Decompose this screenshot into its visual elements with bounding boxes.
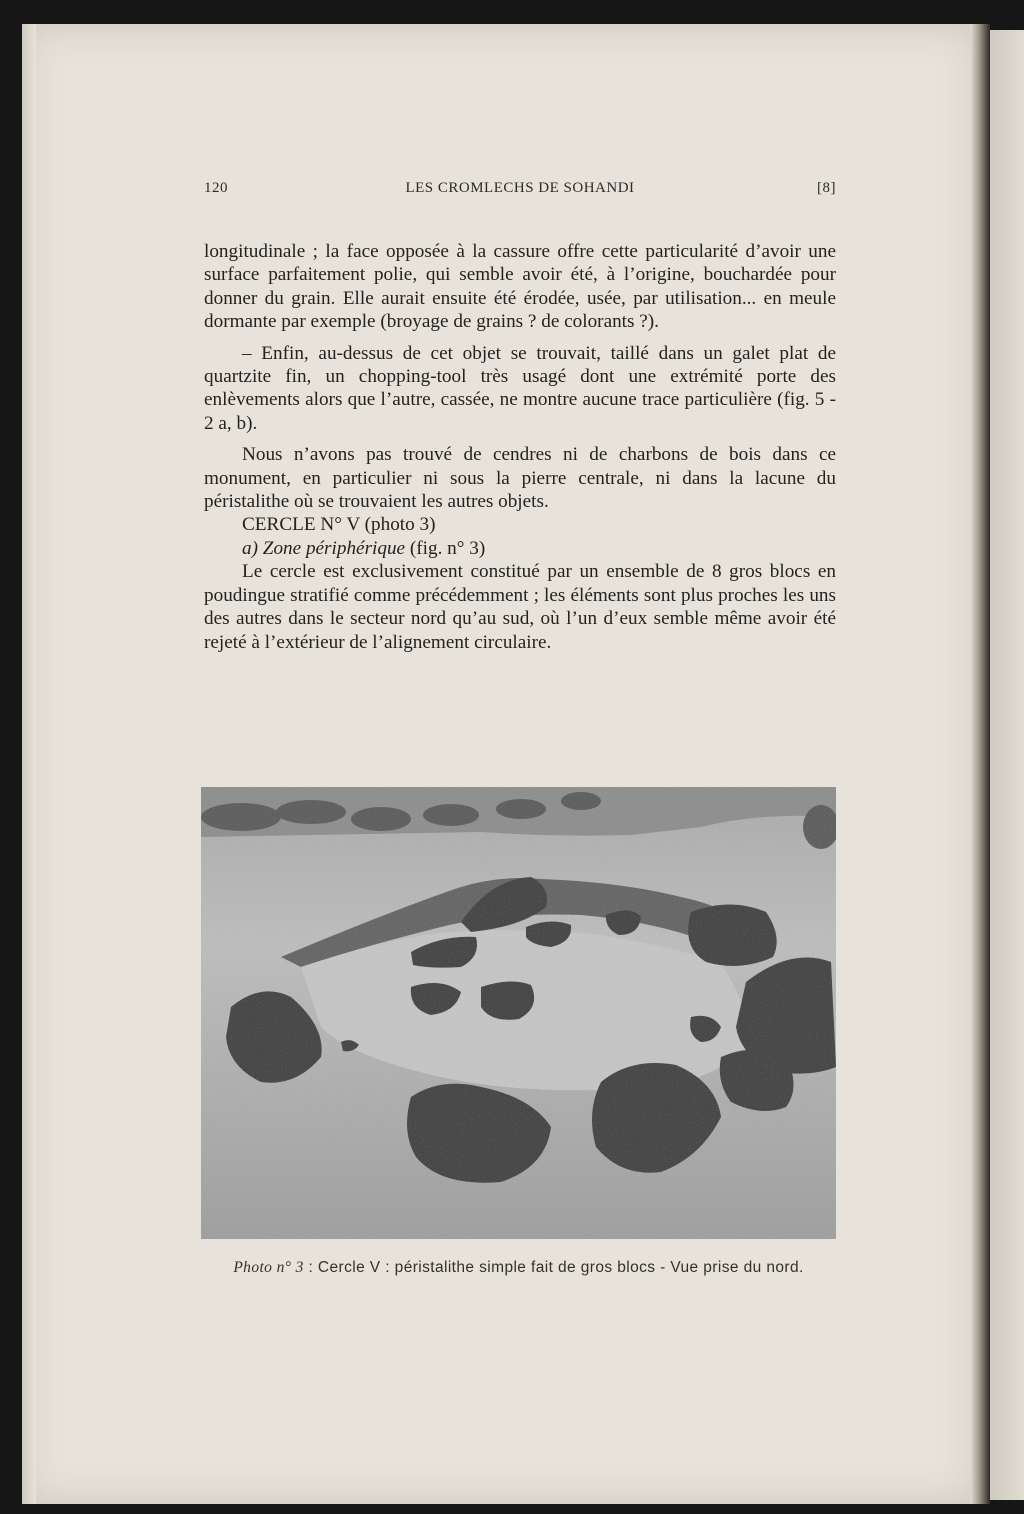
body-text xyxy=(204,240,836,654)
page-left-edge xyxy=(22,24,36,1504)
next-page-edge xyxy=(990,30,1024,1500)
paragraph-2: – Enfin, au-dessus de cet objet se trouvait, taillé dans un galet plat de quartzite fin, un chopping-tool très usagé dont une extrémité porte des enlèvements alors que l’autre, cassée, ne montre aucune trace particulière (fig. 5 - 2 a, b). xyxy=(204,342,836,434)
paragraph-4: Le cercle est exclusivement constitué par un ensemble de 8 gros blocs en poudingue stratifié comme précédemment ; les éléments sont plus proches les uns des autres dans le secteur nord qu’au sud, où l’un d’eux semble même avoir été rejeté à l’extérieur de l’alignement circulaire. xyxy=(204,561,836,653)
photo-illustration xyxy=(201,787,836,1239)
sub-title-ref: (fig. n° 3) xyxy=(405,537,486,559)
caption-label: Photo n° 3 xyxy=(233,1259,304,1276)
paragraph-1: longitudinale ; la face opposée à la cassure offre cette particularité d’avoir une surface parfaitement polie, qui semble avoir été, à l’origine, bouchardée pour donner du grain. Elle aurait ensuite été érodée, usée, par utilisation... en meule dormante par exemple (broyage de grains ? de colorants ?). xyxy=(204,241,836,333)
caption-text: : Cercle V : péristalithe simple fait de gros blocs - Vue prise du nord. xyxy=(303,1259,804,1276)
book-gutter xyxy=(970,24,990,1504)
paragraph-3: Nous n’avons pas trouvé de cendres ni de charbons de bois dans ce monument, en particulier ni sous la pierre centrale, ni dans la lacune du péristalithe où se trouvaient les autres objets. xyxy=(204,444,836,513)
running-header xyxy=(204,180,836,204)
sub-title xyxy=(204,537,836,560)
photo-caption xyxy=(201,1259,836,1277)
running-title: LES CROMLECHS DE SOHANDI xyxy=(405,180,635,196)
sub-title-italic: a) Zone périphérique xyxy=(242,537,406,559)
section-number: [8] xyxy=(817,180,836,196)
section-title: CERCLE N° V (photo 3) xyxy=(242,514,436,536)
page-number: 120 xyxy=(204,180,228,196)
photo-cercle-v xyxy=(201,787,836,1239)
